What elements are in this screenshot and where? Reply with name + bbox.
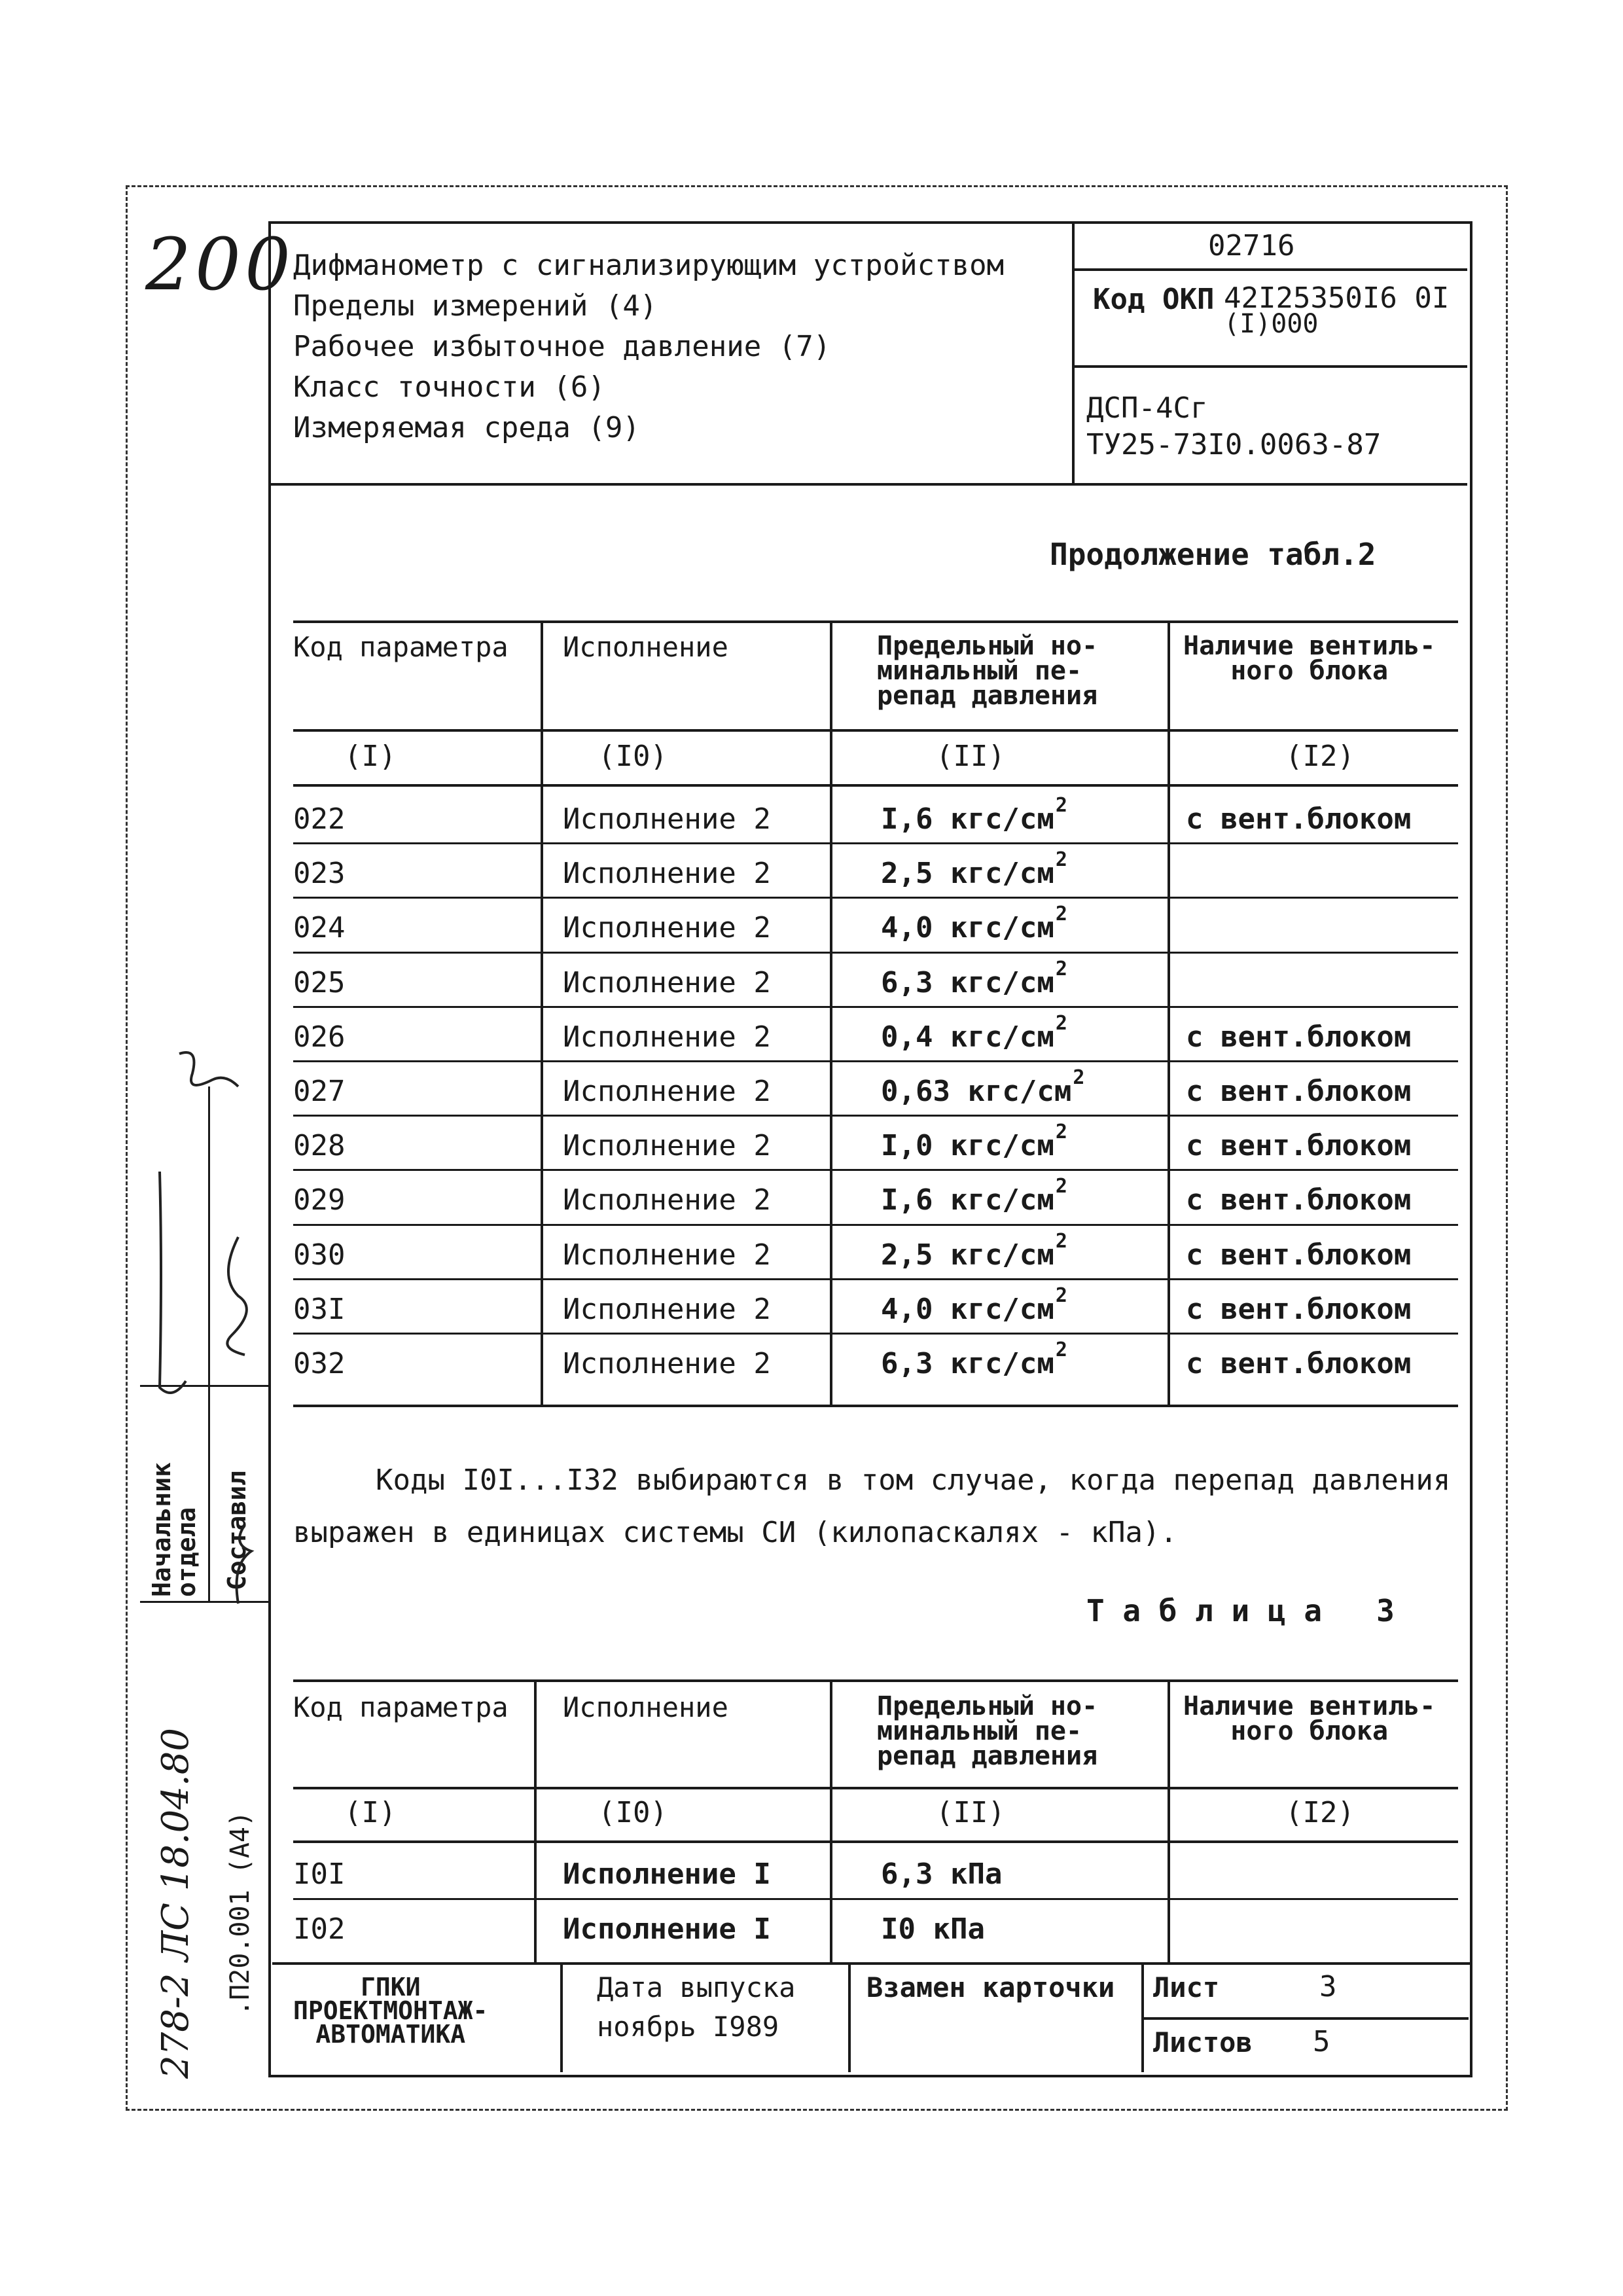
table2-code-1: (I) [344,740,397,773]
okp-code: 42I25350I6 0I [1224,281,1450,315]
footer-release-label: Дата выпуска [597,1971,796,2003]
table2-cell-variant: Исполнение 2 [563,802,771,836]
footer-sheets-value: 5 [1313,2025,1330,2058]
table2-cell-code: 026 [293,1020,346,1054]
table2-cell-variant: Исполнение 2 [563,1292,771,1326]
table2-row-rule [293,952,1458,954]
table3-code-12: (I2) [1285,1796,1355,1829]
table2-cell-pressure: 6,3 кгс/$см^2$ [881,1338,1067,1380]
table2-cell-code: 024 [293,911,346,945]
footer-top-rule [272,1962,1471,1965]
table2-cell-variant: Исполнение 2 [563,1183,771,1217]
table2-col-sep-3 [1168,620,1170,1406]
table2-cell-superscript: 2 [1055,1121,1067,1144]
table2-code-11: (II) [936,740,1005,773]
table2-bottom-rule [293,1405,1458,1407]
table2-cell-valve: с вент.блоком [1186,1347,1412,1380]
side-author-label: Составил [223,1470,251,1590]
table3-header-variant: Исполнение [563,1691,728,1723]
table3-caption: Т а б л и ц а 3 [1086,1593,1395,1628]
table2-cell-superscript: 2 [1055,1338,1067,1361]
table2-cell-variant: Исполнение 2 [563,965,771,999]
table2-cell-variant: Исполнение 2 [563,1238,771,1272]
side-doc-code: .П20.001 (А4) [225,1810,255,2016]
table3-code-11: (II) [936,1796,1005,1829]
header-line-1: Дифманометр с сигнализирующим устройством [293,249,1005,282]
table2-cell-valve: с вент.блоком [1186,1129,1412,1163]
header-divider [1072,221,1075,483]
table3-header-rule [293,1787,1458,1789]
signature-head [179,1052,238,1086]
card-number: 02716 [1208,229,1295,262]
table2-cell-variant: Исполнение 2 [563,1347,771,1380]
okp-label: Код ОКП [1093,283,1215,316]
header-line-2: Пределы измерений (4) [293,289,658,323]
signature-marks [140,1041,268,1630]
header-right-rule-2 [1072,365,1467,368]
table2-cell-pressure: 0,63 кгс/$см^2$ [881,1066,1085,1108]
table2-row-rule [293,842,1458,844]
table2-cell-code: 027 [293,1075,346,1108]
table2-cell-code: 029 [293,1183,346,1217]
table2-row-rule [293,897,1458,899]
table2-row-rule [293,1006,1458,1008]
footer-sheet-label: Лист [1153,1971,1220,2003]
table3-cell-code: I0I [293,1857,346,1891]
side-head-label: Начальник отдела [147,1462,201,1597]
table2-cell-superscript: 2 [1055,903,1067,926]
table3-row-rule [293,1898,1458,1900]
signature-date [237,1525,252,1604]
table2-header-code: Код параметра [293,631,508,663]
table3-cell-pressure: I0 кПа [881,1912,985,1946]
table3-col-sep-1 [534,1679,537,1962]
table2-cell-variant: Исполнение 2 [563,857,771,891]
table2-cell-pressure: I,6 кгс/$см^2$ [881,794,1067,836]
table2-cell-pressure: I,6 кгс/$см^2$ [881,1175,1067,1217]
footer-sheets-label: Листов [1153,2026,1253,2058]
table2-cell-pressure: 2,5 кгс/$см^2$ [881,848,1067,891]
side-handwritten-note: 278-2 ЛС 18.04.80 [154,1728,197,2079]
table2-cell-pressure: 4,0 кгс/$см^2$ [881,903,1067,945]
table2-caption: Продолжение табл.2 [1050,537,1376,572]
table2-cell-valve: с вент.блоком [1186,1020,1412,1054]
model: ДСП-4Сг [1086,391,1208,425]
table2-cell-variant: Исполнение 2 [563,1129,771,1163]
handwritten-page-number: 200 [145,223,294,306]
table2-cell-valve: с вент.блоком [1186,1238,1412,1272]
table2-cell-superscript: 2 [1055,1283,1067,1307]
table3-cell-code: I02 [293,1912,346,1946]
table2-header-pressure: Предельный но- минальный пе- репад давления [877,631,1098,711]
table3-header-code: Код параметра [293,1691,508,1723]
table2-cell-pressure: 0,4 кгс/$см^2$ [881,1011,1067,1054]
table2-code-12: (I2) [1285,740,1355,773]
table2-cell-valve: с вент.блоком [1186,1183,1412,1217]
table2-code-rule [293,784,1458,787]
table2-cell-code: 023 [293,857,346,891]
table2-cell-superscript: 2 [1055,957,1067,980]
table2-top-rule [293,620,1458,623]
footer-release-value: ноябрь I989 [597,2011,779,2043]
table2-cell-superscript: 2 [1055,1175,1067,1198]
tu-code: ТУ25-73I0.0063-87 [1086,428,1382,461]
table3-cell-variant: Исполнение I [563,1912,771,1946]
table2-cell-superscript: 2 [1055,848,1067,872]
table2-cell-pressure: 2,5 кгс/$см^2$ [881,1229,1067,1272]
footer-sheet-value: 3 [1319,1970,1337,2003]
table3-cell-variant: Исполнение I [563,1857,771,1891]
table2-row-rule [293,1060,1458,1062]
table2-cell-code: 025 [293,965,346,999]
table3-header-valve: Наличие вентиль- ного блока [1183,1691,1436,1746]
table2-cell-valve: с вент.блоком [1186,802,1412,836]
okp-sub: (I)000 [1224,309,1319,339]
footer-sep-2 [848,1962,851,2072]
footer-org: ГПКИ ПРОЕКТМОНТАЖ- АВТОМАТИКА [293,1973,488,2049]
table2-cell-pressure: 6,3 кгс/$см^2$ [881,957,1067,999]
table2-cell-valve: с вент.блоком [1186,1075,1412,1108]
table2-cell-pressure: I,0 кгс/$см^2$ [881,1121,1067,1163]
table2-row-rule [293,1224,1458,1226]
header-right-rule-1 [1072,268,1467,271]
table3-top-rule [293,1679,1458,1682]
table3-code-10: (I0) [598,1796,668,1829]
footer-sheet-rule [1141,2017,1469,2020]
table2-cell-superscript: 2 [1073,1066,1085,1089]
table2-cell-variant: Исполнение 2 [563,1075,771,1108]
table2-row-rule [293,1278,1458,1280]
table3-code-1: (I) [344,1796,397,1829]
table3-code-rule [293,1840,1458,1843]
table2-code-10: (I0) [598,740,668,773]
table3-col-sep-2 [830,1679,832,1962]
signature-head-line [160,1172,186,1393]
table2-cell-superscript: 2 [1055,1011,1067,1035]
table2-cell-code: 03I [293,1292,346,1326]
table2-cell-code: 032 [293,1347,346,1380]
header-line-4: Класс точности (6) [293,370,605,404]
table2-cell-superscript: 2 [1055,1229,1067,1253]
table2-header-rule [293,729,1458,732]
table3-cell-pressure: 6,3 кПа [881,1857,1003,1891]
table2-cell-pressure: 4,0 кгс/$см^2$ [881,1283,1067,1326]
table2-cell-code: 022 [293,802,346,836]
table2-cell-variant: Исполнение 2 [563,911,771,945]
table2-col-sep-2 [830,620,832,1406]
footer-sep-1 [560,1962,563,2072]
table2-cell-code: 028 [293,1129,346,1163]
table2-cell-variant: Исполнение 2 [563,1020,771,1054]
table2-row-rule [293,1169,1458,1171]
table2-header-variant: Исполнение [563,631,728,663]
signature-author [227,1237,247,1355]
table2-row-rule [293,1333,1458,1335]
header-line-5: Измеряемая среда (9) [293,411,640,444]
table2-cell-code: 030 [293,1238,346,1272]
footer-replace-label: Взамен карточки [866,1971,1115,2003]
table2-cell-superscript: 2 [1055,794,1067,817]
note-line-2: выражен в единицах системы СИ (килопаскалях - кПа). [293,1516,1178,1549]
header-line-3: Рабочее избыточное давление (7) [293,330,831,363]
table2-header-valve: Наличие вентиль- ного блока [1183,631,1436,686]
table3-header-pressure: Предельный но- минальный пе- репад давления [877,1691,1098,1771]
table2-cell-valve: с вент.блоком [1186,1292,1412,1326]
note-line-1: Коды I0I...I32 выбираются в том случае, когда перепад давления [376,1463,1451,1497]
table2-col-sep-1 [541,620,543,1406]
table2-row-rule [293,1115,1458,1117]
table3-col-sep-3 [1168,1679,1170,1962]
